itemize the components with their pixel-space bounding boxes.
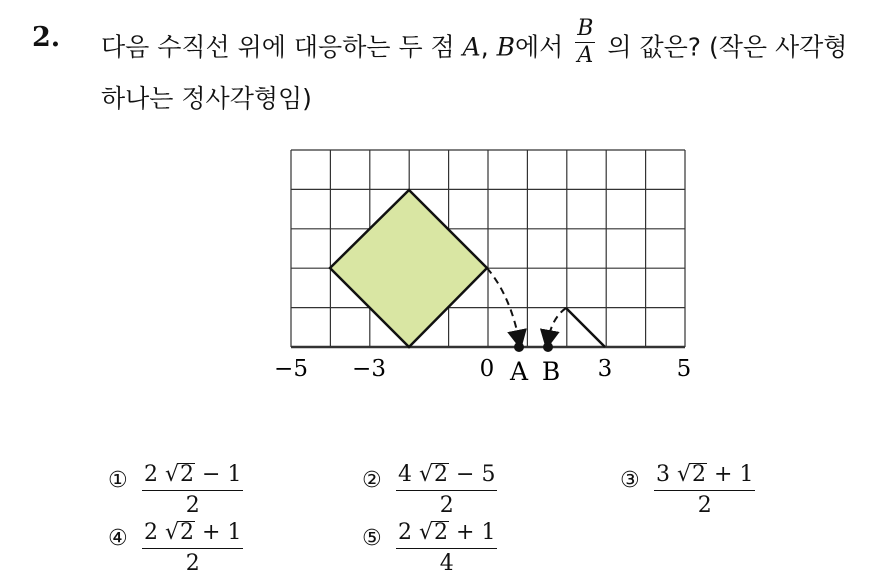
point-a-ref: A — [462, 32, 481, 62]
square-shape — [330, 190, 487, 347]
question-text-part: 에서 — [514, 32, 572, 62]
choice-fraction — [142, 518, 243, 579]
choice-denominator: 2 — [396, 490, 497, 521]
point-a-dot — [514, 342, 524, 352]
point-a-label: A — [509, 357, 529, 386]
choice-fraction — [654, 460, 755, 521]
question-text-part: 의 값은? (작은 사각형 — [599, 32, 848, 62]
fraction-denominator: A — [575, 42, 595, 69]
choice-denominator: 2 — [142, 548, 243, 579]
choice-numerator: 2 √2 + 1 — [398, 520, 496, 545]
choice-numerator: 2 √2 + 1 — [144, 520, 242, 545]
tick-label: 5 — [676, 356, 692, 382]
tick-label: 0 — [479, 356, 495, 382]
tick-label: 3 — [597, 356, 613, 382]
choice-numerator: 2 √2 − 1 — [144, 462, 242, 487]
point-b-ref: B — [496, 32, 515, 62]
tick-label: −5 — [274, 356, 308, 382]
choice-mark: ⑤ — [362, 526, 382, 551]
point-b-label: B — [541, 357, 561, 386]
choice-fraction — [396, 518, 497, 579]
choice-numerator: 4 √2 − 5 — [398, 462, 496, 487]
tick-label: −3 — [352, 356, 386, 382]
choice-fraction — [142, 460, 243, 521]
choice-mark: ④ — [108, 526, 128, 551]
arc-arrow-b — [548, 308, 566, 340]
choice-denominator: 4 — [396, 548, 497, 579]
point-b-dot — [543, 342, 553, 352]
arc-arrow-a — [487, 268, 519, 340]
question-text-part: 다음 수직선 위에 대응하는 두 점 — [101, 32, 463, 62]
choice-denominator: 2 — [142, 490, 243, 521]
choice-fraction — [396, 460, 497, 521]
comma: , — [480, 32, 497, 62]
choice-denominator: 2 — [654, 490, 755, 521]
choice-numerator: 3 √2 + 1 — [656, 462, 754, 487]
question-number: 2. — [32, 22, 61, 53]
choice-mark: ① — [108, 468, 128, 493]
choice-mark: ② — [362, 468, 382, 493]
choice-mark: ③ — [620, 468, 640, 493]
question-text-line2: 하나는 정사각형임) — [101, 84, 312, 113]
small-square-side — [566, 308, 605, 347]
fraction-numerator: B — [577, 16, 594, 41]
